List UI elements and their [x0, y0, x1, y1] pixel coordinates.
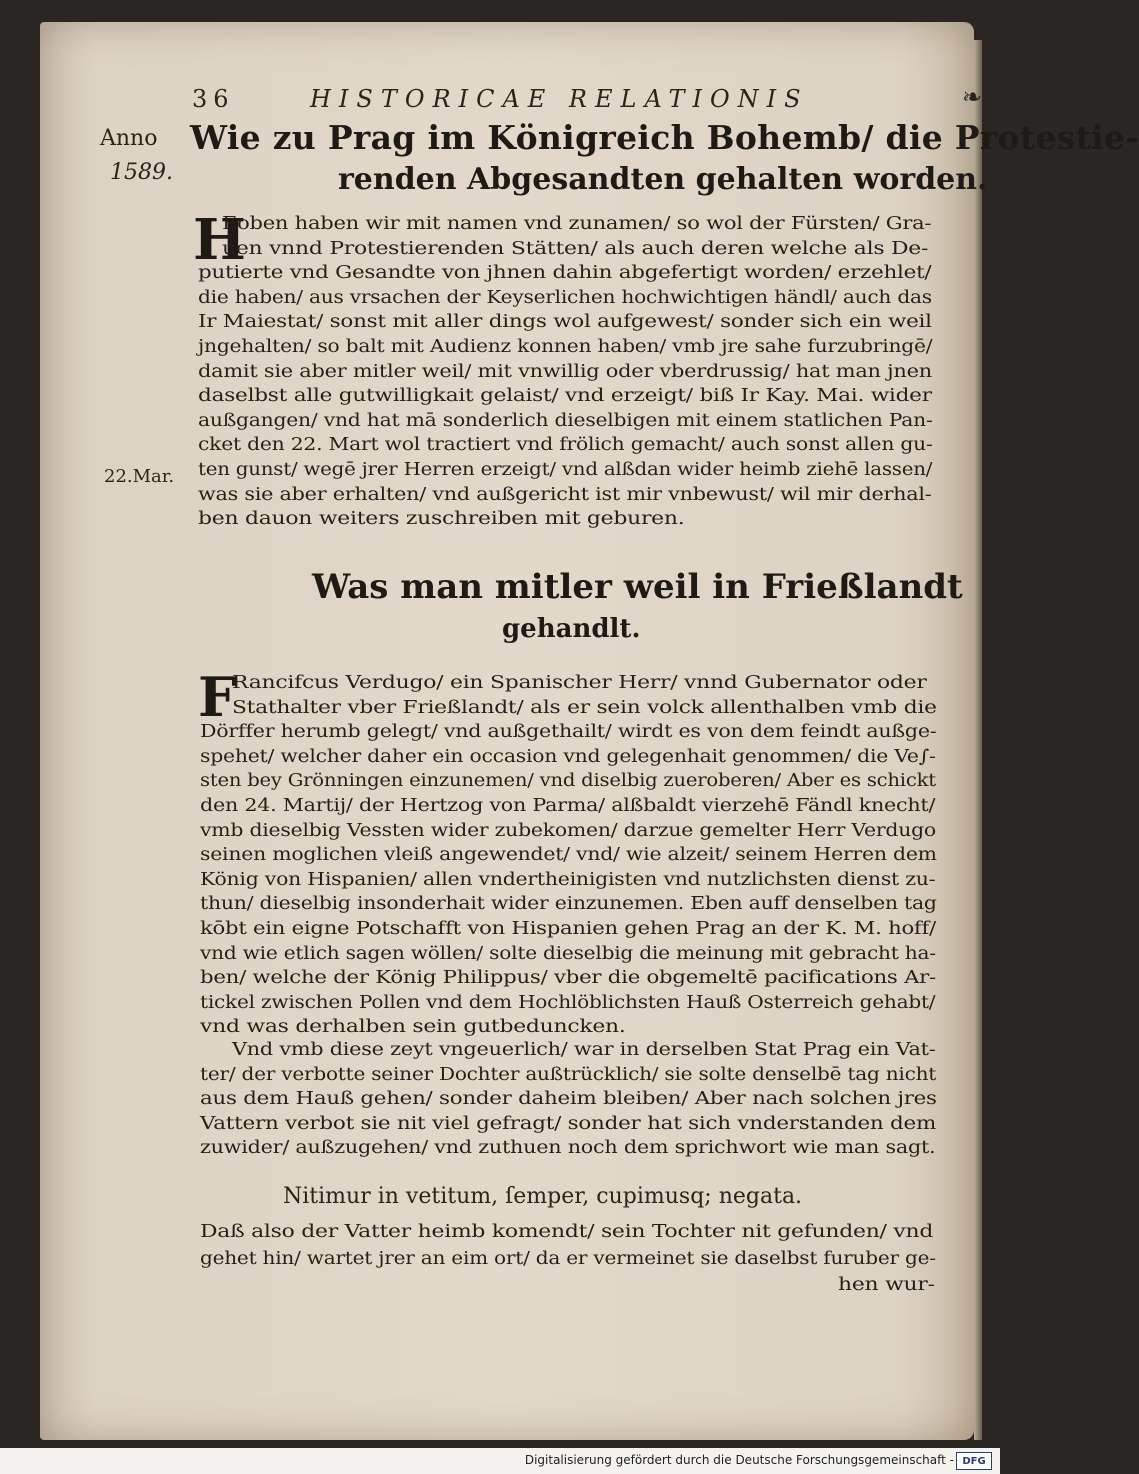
section2-heading-line1: Was man mitler weil in Frießlandt — [312, 567, 963, 607]
text-line: ten gunst/ wegē jrer Herren erzeigt/ vnd alßdan wider heimb ziehē lassen/ — [198, 460, 933, 480]
text-line: Vnd vmb diese zeyt vngeuerlich/ war in derselben Stat Prag ein Vat- — [232, 1040, 936, 1060]
text-line: den 24. Martij/ der Hertzog von Parma/ alßbaldt vierzehē Fändl knecht/ — [200, 796, 936, 816]
text-line: Eoben haben wir mit namen vnd zunamen/ so wol der Fürsten/ Gra- — [222, 214, 932, 234]
text-line: ter/ der verbotte seiner Dochter außtrücklich/ sie solte denselbē tag nicht — [200, 1064, 937, 1085]
section2-heading-line2: gehandlt. — [502, 614, 641, 644]
text-line: hen wur- — [838, 1275, 935, 1295]
margin-date-note: 22.Mar. — [104, 466, 175, 487]
text-line: Ir Maiestat/ sonst mit aller dings wol aufgewest/ sonder sich ein weil — [198, 312, 932, 333]
text-line: was sie aber erhalten/ vnd außgericht ist mir vnbewust/ wil mir derhal- — [198, 484, 932, 505]
text-line: putierte vnd Gesandte von jhnen dahin abgefertigt worden/ erzehlet/ — [198, 263, 932, 284]
footer-credit: Digitalisierung gefördert durch die Deutsche Forschungsgemeinschaft - — [524, 1453, 954, 1467]
text-line: Vattern verbot sie nit viel gefragt/ sonder hat sich vnderstanden dem — [200, 1113, 937, 1134]
latin-quote: Nitimur in vetitum, ſemper, cupimusq; negata. — [283, 1184, 803, 1209]
running-title: HISTORICAE RELATIONIS — [310, 85, 809, 113]
dfg-logo-text: DFG — [962, 1455, 986, 1467]
footer-bar — [0, 1448, 1000, 1474]
text-line: außgangen/ vnd hat mā sonderlich dieselbigen mit einem statlichen Pan- — [198, 410, 933, 431]
page-number: 36 — [192, 85, 235, 113]
text-line: ben/ welche der König Philippus/ vber die obgemeltē pacifications Ar- — [200, 968, 936, 989]
text-line: Daß also der Vatter heimb komendt/ sein Tochter nit gefunden/ vnd — [200, 1222, 934, 1242]
text-line: aus dem Hauß gehen/ sonder daheim bleiben/ Aber nach solchen jres — [200, 1089, 937, 1110]
text-line: sten bey Grönningen einzunemen/ vnd diselbig zueroberen/ Aber es schickt — [200, 771, 936, 792]
text-line: seinen moglichen vleiß angewendet/ vnd/ wie alzeit/ seinem Herren dem — [200, 845, 937, 866]
text-line: thun/ dieselbig insonderhait wider einzunemen. Eben auff denselben tag — [200, 894, 937, 915]
text-line: König von Hispanien/ allen vndertheinigisten vnd nutzlichsten dienst zu- — [200, 869, 936, 890]
text-line: cket den 22. Mart wol tractiert vnd frölich gemacht/ auch sonst allen gu- — [198, 435, 933, 456]
fleuron-mark: ❧ — [962, 83, 989, 111]
section2-dropcap: F — [198, 665, 237, 729]
text-line: damit sie aber mitler weil/ mit vnwillig oder vberdrussig/ hat man jnen — [198, 361, 932, 382]
text-line: zuwider/ außzugehen/ vnd zuthuen noch dem sprichwort wie man sagt. — [200, 1138, 936, 1159]
text-line: Rancifcus Verdugo/ ein Spanischer Herr/ vnnd Gubernator oder — [232, 673, 927, 693]
text-line: daselbst alle gutwilligkait gelaist/ vnd erzeigt/ biß Ir Kay. Mai. wider — [198, 386, 932, 407]
text-line: vnd wie etlich sagen wöllen/ solte dieselbig die meinung mit gebracht ha- — [200, 943, 936, 964]
margin-year: 1589. — [110, 160, 173, 185]
dfg-logo — [956, 1452, 992, 1470]
text-line: jngehalten/ so balt mit Audienz konnen haben/ vmb jre sahe furzubringē/ — [198, 337, 933, 357]
text-line: die haben/ aus vrsachen der Keyserlichen hochwichtigen händl/ auch das — [198, 287, 932, 308]
margin-anno: Anno — [100, 126, 158, 151]
text-line: Dörffer herumb gelegt/ vnd außgethailt/ wirdt es von dem feindt außge- — [200, 722, 937, 743]
text-line: vmb dieselbig Vessten wider zubekomen/ darzue gemelter Herr Verdugo — [200, 820, 936, 841]
section1-dropcap: H — [193, 207, 246, 273]
text-line: uen vnnd Protestierenden Stätten/ als auch deren welche als De- — [222, 238, 929, 259]
text-line: gehet hin/ wartet jrer an eim ort/ da er vermeinet sie daselbst furuber ge- — [200, 1248, 936, 1269]
text-line: ben dauon weiters zuschreiben mit geburen. — [198, 509, 685, 530]
text-line: kōbt ein eigne Potschafft von Hispanien gehen Prag an der K. M. hoff/ — [200, 919, 936, 939]
page-edge — [974, 40, 982, 1440]
text-line: spehet/ welcher daher ein occasion vnd gelegenhait genommen/ die Ve∫- — [200, 746, 936, 767]
section1-heading-line2: renden Abgesandten gehalten worden. — [338, 162, 988, 197]
section1-heading-line1: Wie zu Prag im Königreich Bohemb/ die Protestie- — [190, 118, 1139, 157]
text-line: vnd was derhalben sein gutbeduncken. — [200, 1017, 626, 1038]
text-line: tickel zwischen Pollen vnd dem Hochlöblichsten Hauß Osterreich gehabt/ — [200, 992, 936, 1013]
text-line: Stathalter vber Frießlandt/ als er sein volck allenthalben vmb die — [232, 697, 937, 718]
